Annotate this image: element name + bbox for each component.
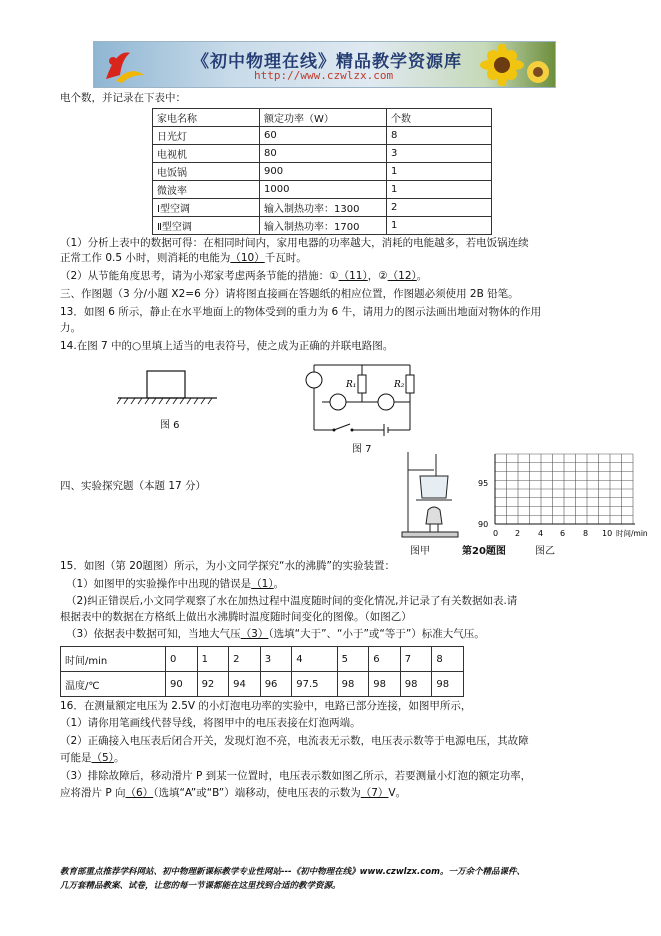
table-cell: 98: [432, 672, 464, 697]
x-tick-label: 6: [560, 529, 566, 538]
answer-blank: （1）: [251, 578, 274, 590]
table-cell: 8: [387, 127, 492, 145]
table-cell: 1: [387, 181, 492, 199]
question-line: 15．如图（第 20题图）所示，为小文同学探究“水的沸腾”的实验装置：: [60, 560, 395, 572]
table-cell: 2: [387, 199, 492, 217]
question-line: 正常工作 0.5 小时，则消耗的电能为（10）千瓦时。: [60, 252, 307, 264]
header-banner: [93, 41, 556, 88]
table-cell: 6: [369, 647, 401, 672]
table-cell: 1: [387, 217, 492, 235]
footer-line: 教育部重点推荐学科网站、初中物理新课标教学专业性网站---《初中物理在线》www.czwlzx.com。一万余个精品课件、: [60, 867, 525, 877]
table-cell: 96: [260, 672, 292, 697]
table-row: [153, 145, 492, 163]
table-cell: Ⅱ型空调: [153, 217, 260, 235]
table-cell: 98: [337, 672, 369, 697]
table-cell: 电视机: [153, 145, 260, 163]
question-line: （1）分析上表中的数据可得：在相同时间内，家用电器的功率越大，消耗的电能越多，若电饭锅连续: [60, 237, 529, 249]
answer-blank: （12）: [387, 270, 417, 282]
answer-blank: （3）: [240, 628, 269, 640]
temperature-grid: [470, 448, 660, 542]
question-line: 可能是（5）。: [60, 752, 125, 764]
table-header-cell: 家电名称: [153, 109, 260, 127]
figure-6-caption: 图 6: [160, 420, 180, 431]
question-line: （3）排除故障后，移动滑片 P 到某一位置时，电压表示数如图乙所示，若要测量小灯泡的额定功率，: [60, 770, 532, 782]
y-tick-label: 90: [478, 520, 489, 529]
appliance-table: [152, 108, 492, 235]
question-line: （2）正确接入电压表后闭合开关，发现灯泡不亮，电流表无示数，电压表示数等于电源电压，其故障: [60, 735, 529, 747]
question-line: 16．在测量额定电压为 2.5V 的小灯泡电功率的实验中，电路已部分连接，如图甲所示，: [60, 700, 472, 712]
table-cell: 7: [400, 647, 432, 672]
table-cell: 微波率: [153, 181, 260, 199]
figure-b-caption: 图乙: [535, 546, 555, 557]
table-cell: 电饭锅: [153, 163, 260, 181]
table-header-cell: 温度/℃: [61, 672, 166, 697]
question-line: （2）从节能角度思考，请为小郑家考虑两条节能的措施：①（11），②（12）。: [60, 270, 428, 282]
table-cell: 5: [337, 647, 369, 672]
question-line: （3）依据表中数据可知，当地大气压（3）（选填“大于”、“小于”或“等于”）标准大气压。: [66, 628, 485, 640]
footer-line: 几万套精品教案、试卷，让您的每一节课都能在这里找到合适的教学资源。: [60, 881, 341, 891]
answer-blank: （6）: [125, 787, 154, 799]
answer-blank: （10）: [230, 252, 265, 264]
question-line: （2)纠正错误后,小文同学观察了水在加热过程中温度随时间的变化情况,并记录了有关数据如表.请: [66, 595, 518, 607]
table-cell: 60: [260, 127, 387, 145]
section-heading: 三、作图题（3 分/小题 X2=6 分）请将图直接画在答题纸的相应位置，作图题必须使用 2B 铅笔。: [60, 288, 519, 300]
table-cell: 90: [166, 672, 198, 697]
table-cell: 输入制热功率：1300: [260, 199, 387, 217]
answer-blank: （5）: [91, 752, 114, 764]
x-tick-label: 0: [493, 529, 499, 538]
x-tick-label: 10: [602, 529, 613, 538]
table-row: [153, 217, 492, 235]
table-cell: 80: [260, 145, 387, 163]
table-cell: Ⅰ型空调: [153, 199, 260, 217]
table-header-row: [153, 109, 492, 127]
table-cell: 3: [260, 647, 292, 672]
table-cell: 98: [400, 672, 432, 697]
table-header-cell: 额定功率（W）: [260, 109, 387, 127]
x-tick-label: 4: [538, 529, 544, 538]
table-row: [153, 163, 492, 181]
table-cell: 输入制热功率：1700: [260, 217, 387, 235]
table-row: [153, 127, 492, 145]
table-row: [61, 647, 464, 672]
x-tick-label: 2: [515, 529, 521, 538]
figure-7-circuit: [300, 360, 420, 440]
table-cell: 98: [369, 672, 401, 697]
question-line: （1）请你用笔画线代替导线，将图甲中的电压表接在灯泡两端。: [60, 717, 361, 729]
table-cell: 2: [229, 647, 261, 672]
question-line: 力。: [60, 322, 81, 334]
table-cell: 92: [197, 672, 229, 697]
question-line: 13．如图 6 所示，静止在水平地面上的物体受到的重力为 6 牛，请用力的图示法画出地面对物体的作用: [60, 306, 542, 318]
question-line: 根据表中的数据在方格纸上做出水沸腾时温度随时间变化的图像。（如图乙）: [60, 611, 412, 623]
banner-title: 《初中物理在线》精品教学资源库: [192, 52, 462, 72]
table-cell: 日光灯: [153, 127, 260, 145]
table-cell: 1000: [260, 181, 387, 199]
answer-blank: （7）: [360, 787, 389, 799]
table-row: [61, 672, 464, 697]
y-tick-label: 95: [478, 479, 489, 488]
answer-blank: （11）: [338, 270, 368, 282]
table-cell: 4: [292, 647, 337, 672]
boiling-data-table: [60, 646, 464, 697]
table-cell: 8: [432, 647, 464, 672]
x-tick-label: 8: [583, 529, 589, 538]
table-cell: 97.5: [292, 672, 337, 697]
table-cell: 0: [166, 647, 198, 672]
question-line: （1）如图甲的实验操作中出现的错误是（1）。: [66, 578, 285, 590]
banner-url: http://www.czwlzx.com: [254, 69, 394, 82]
table-cell: 94: [229, 672, 261, 697]
question-line: 应将滑片 P 向（6）（选填“A”或“B”）端移动，使电压表的示数为（7）V。: [60, 787, 407, 799]
sunflower-icon: [474, 44, 552, 86]
table-header-cell: 个数: [387, 109, 492, 127]
table-cell: 1: [387, 163, 492, 181]
table-header-cell: 时间/min: [61, 647, 166, 672]
table-cell: 900: [260, 163, 387, 181]
question-line: 14.在图 7 中的○里填上适当的电表符号，使之成为正确的并联电路图。: [60, 340, 394, 352]
r2-label: R₂: [394, 380, 405, 390]
table-row: [153, 199, 492, 217]
figure-20-caption: 第20题图: [462, 546, 506, 557]
section-heading: 四、实验探究题（本题 17 分）: [60, 480, 207, 492]
table-cell: 1: [197, 647, 229, 672]
r1-label: R₁: [346, 380, 357, 390]
intro-text: 电个数，并记录在下表中：: [60, 92, 186, 104]
figure-6-diagram: [115, 368, 220, 408]
table-cell: 3: [387, 145, 492, 163]
x-unit-label: 时间/min: [616, 529, 648, 538]
table-row: [153, 181, 492, 199]
logo-icon: [100, 45, 146, 85]
figure-a-caption: 图甲: [410, 546, 430, 557]
figure-7-caption: 图 7: [352, 444, 372, 455]
boiling-apparatus-diagram: [400, 448, 460, 540]
